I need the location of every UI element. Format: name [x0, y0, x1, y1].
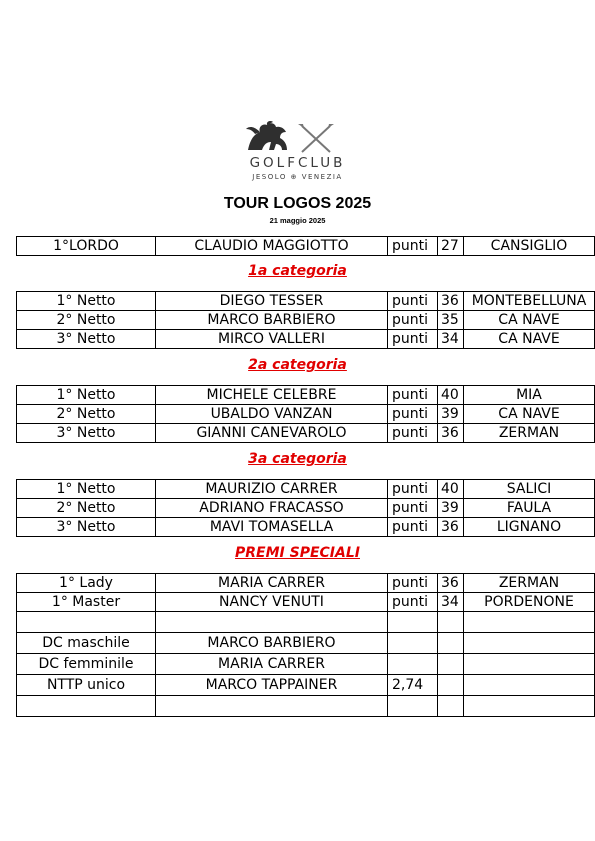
table-row — [17, 237, 595, 256]
place-cell: 1°LORDO — [17, 237, 156, 256]
club-cell: CA NAVE — [464, 311, 595, 330]
place-cell: 2° Netto — [17, 311, 156, 330]
table-row — [17, 675, 595, 696]
table-row — [17, 593, 595, 612]
table-row — [17, 292, 595, 311]
points-label-cell: punti — [388, 292, 438, 311]
score-cell: 36 — [438, 424, 464, 443]
player-name-cell: MAURIZIO CARRER — [156, 480, 388, 499]
table-row — [17, 612, 595, 633]
place-cell: 1° Master — [17, 593, 156, 612]
logo-text: GOLFCLUB — [249, 155, 346, 171]
place-cell: DC maschile — [17, 633, 156, 654]
club-cell: FAULA — [464, 499, 595, 518]
category-2-heading: 2a categoria — [248, 357, 347, 373]
score-cell: 36 — [438, 518, 464, 537]
place-cell: 2° Netto — [17, 405, 156, 424]
club-cell: ZERMAN — [464, 574, 595, 593]
player-name-cell: CLAUDIO MAGGIOTTO — [156, 237, 388, 256]
score-cell: 35 — [438, 311, 464, 330]
table-row — [17, 386, 595, 405]
place-cell: 3° Netto — [17, 330, 156, 349]
club-cell: CANSIGLIO — [464, 237, 595, 256]
table-row — [17, 499, 595, 518]
golf-club-logo — [240, 120, 355, 186]
table-row — [17, 311, 595, 330]
table-row — [17, 574, 595, 593]
score-cell — [438, 633, 464, 654]
player-name-cell: ADRIANO FRACASSO — [156, 499, 388, 518]
score-cell — [438, 654, 464, 675]
place-cell: DC femminile — [17, 654, 156, 675]
club-cell: LIGNANO — [464, 518, 595, 537]
place-cell: 3° Netto — [17, 424, 156, 443]
category-2-table — [16, 385, 595, 443]
table-row — [17, 330, 595, 349]
player-name-cell: GIANNI CANEVAROLO — [156, 424, 388, 443]
table-row — [17, 405, 595, 424]
points-label-cell: punti — [388, 405, 438, 424]
category-1-heading: 1a categoria — [248, 263, 347, 279]
score-cell: 34 — [438, 593, 464, 612]
player-name-cell: MARCO TAPPAINER — [156, 675, 388, 696]
points-label-cell: punti — [388, 574, 438, 593]
place-cell: 1° Netto — [17, 386, 156, 405]
club-cell: ZERMAN — [464, 424, 595, 443]
lion-crossed-clubs-icon — [240, 120, 355, 156]
points-label-cell: punti — [388, 330, 438, 349]
place-cell — [17, 696, 156, 717]
category-3-heading: 3a categoria — [248, 451, 347, 467]
player-name-cell: NANCY VENUTI — [156, 593, 388, 612]
club-cell: PORDENONE — [464, 593, 595, 612]
table-row — [17, 654, 595, 675]
place-cell: 1° Lady — [17, 574, 156, 593]
points-label-cell: punti — [388, 480, 438, 499]
club-cell — [464, 612, 595, 633]
points-label-cell: punti — [388, 499, 438, 518]
special-prizes-table — [16, 573, 595, 717]
player-name-cell: MAVI TOMASELLA — [156, 518, 388, 537]
score-cell: 36 — [438, 574, 464, 593]
logo-subtitle: JESOLO ⊕ VENEZIA — [252, 173, 343, 181]
club-cell: CA NAVE — [464, 330, 595, 349]
place-cell: 2° Netto — [17, 499, 156, 518]
score-cell: 36 — [438, 292, 464, 311]
score-cell — [438, 675, 464, 696]
player-name-cell — [156, 612, 388, 633]
points-label-cell: punti — [388, 424, 438, 443]
club-cell — [464, 675, 595, 696]
lordo-table — [16, 236, 595, 256]
category-3-table — [16, 479, 595, 537]
page-title: TOUR LOGOS 2025 — [223, 195, 372, 212]
points-label-cell: punti — [388, 386, 438, 405]
player-name-cell — [156, 696, 388, 717]
table-row — [17, 633, 595, 654]
player-name-cell: MARCO BARBIERO — [156, 633, 388, 654]
points-label-cell: 2,74 — [388, 675, 438, 696]
points-label-cell: punti — [388, 518, 438, 537]
club-cell: CA NAVE — [464, 405, 595, 424]
event-date: 21 maggio 2025 — [269, 216, 326, 225]
points-label-cell — [388, 654, 438, 675]
club-cell — [464, 633, 595, 654]
score-cell: 27 — [438, 237, 464, 256]
club-cell: MONTEBELLUNA — [464, 292, 595, 311]
points-label-cell: punti — [388, 593, 438, 612]
club-cell — [464, 654, 595, 675]
points-label-cell — [388, 696, 438, 717]
place-cell: NTTP unico — [17, 675, 156, 696]
score-cell: 39 — [438, 405, 464, 424]
category-1-table — [16, 291, 595, 349]
player-name-cell: MARCO BARBIERO — [156, 311, 388, 330]
player-name-cell: MARIA CARRER — [156, 654, 388, 675]
place-cell: 1° Netto — [17, 480, 156, 499]
player-name-cell: MIRCO VALLERI — [156, 330, 388, 349]
player-name-cell: MICHELE CELEBRE — [156, 386, 388, 405]
score-cell — [438, 696, 464, 717]
table-row — [17, 696, 595, 717]
club-cell — [464, 696, 595, 717]
player-name-cell: MARIA CARRER — [156, 574, 388, 593]
table-row — [17, 480, 595, 499]
score-cell: 40 — [438, 386, 464, 405]
special-prizes-heading: PREMI SPECIALI — [235, 545, 360, 561]
player-name-cell: UBALDO VANZAN — [156, 405, 388, 424]
score-cell: 39 — [438, 499, 464, 518]
points-label-cell: punti — [388, 237, 438, 256]
club-cell: SALICI — [464, 480, 595, 499]
points-label-cell — [388, 633, 438, 654]
table-row — [17, 424, 595, 443]
place-cell — [17, 612, 156, 633]
table-row — [17, 518, 595, 537]
points-label-cell — [388, 612, 438, 633]
club-cell: MIA — [464, 386, 595, 405]
score-cell: 40 — [438, 480, 464, 499]
place-cell: 1° Netto — [17, 292, 156, 311]
player-name-cell: DIEGO TESSER — [156, 292, 388, 311]
score-cell: 34 — [438, 330, 464, 349]
place-cell: 3° Netto — [17, 518, 156, 537]
score-cell — [438, 612, 464, 633]
points-label-cell: punti — [388, 311, 438, 330]
